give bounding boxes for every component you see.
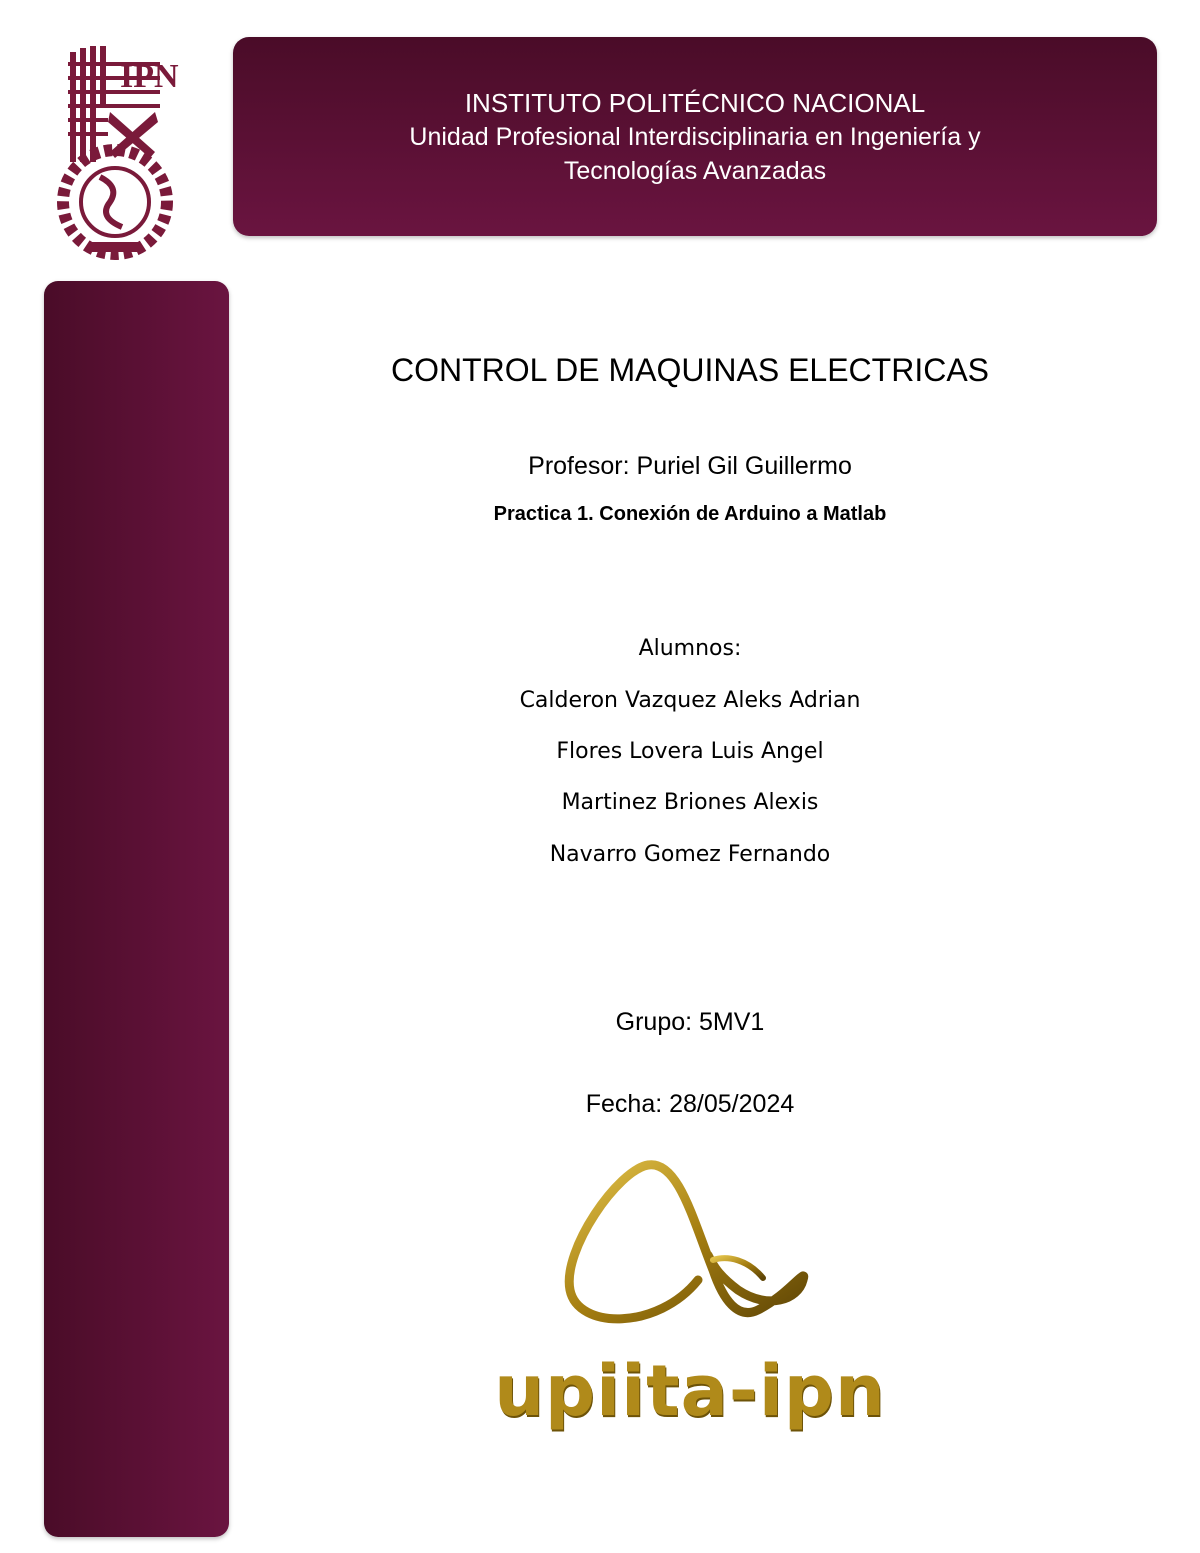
header-banner: [233, 37, 1157, 236]
institute-name: INSTITUTO POLITÉCNICO NACIONAL: [464, 87, 926, 118]
upiita-logo-mark: [548, 1160, 828, 1330]
professor-name: Profesor: Puriel Gil Guillermo: [528, 452, 852, 480]
practice-title: Practica 1. Conexión de Arduino a Matlab: [493, 503, 887, 525]
student-name: Navarro Gomez Fernando: [549, 842, 831, 867]
group: Grupo: 5MV1: [615, 1008, 765, 1036]
upiita-logo-text: upiita-ipn: [494, 1350, 886, 1432]
student-name: Calderon Vazquez Aleks Adrian: [519, 688, 861, 713]
student-name: Martinez Briones Alexis: [561, 790, 819, 815]
ipn-logo-text: IPN: [120, 58, 179, 95]
unit-name: Unidad Profesional Interdisciplinaria en Ingeniería y Tecnologías Avanzadas: [409, 122, 981, 185]
ipn-logo: [50, 42, 180, 262]
students-label: Alumnos:: [638, 636, 742, 661]
date: Fecha: 28/05/2024: [585, 1090, 795, 1118]
decorative-sidebar: [44, 281, 229, 1537]
student-name: Flores Lovera Luis Angel: [556, 739, 824, 764]
course-title: CONTROL DE MAQUINAS ELECTRICAS: [390, 352, 989, 388]
